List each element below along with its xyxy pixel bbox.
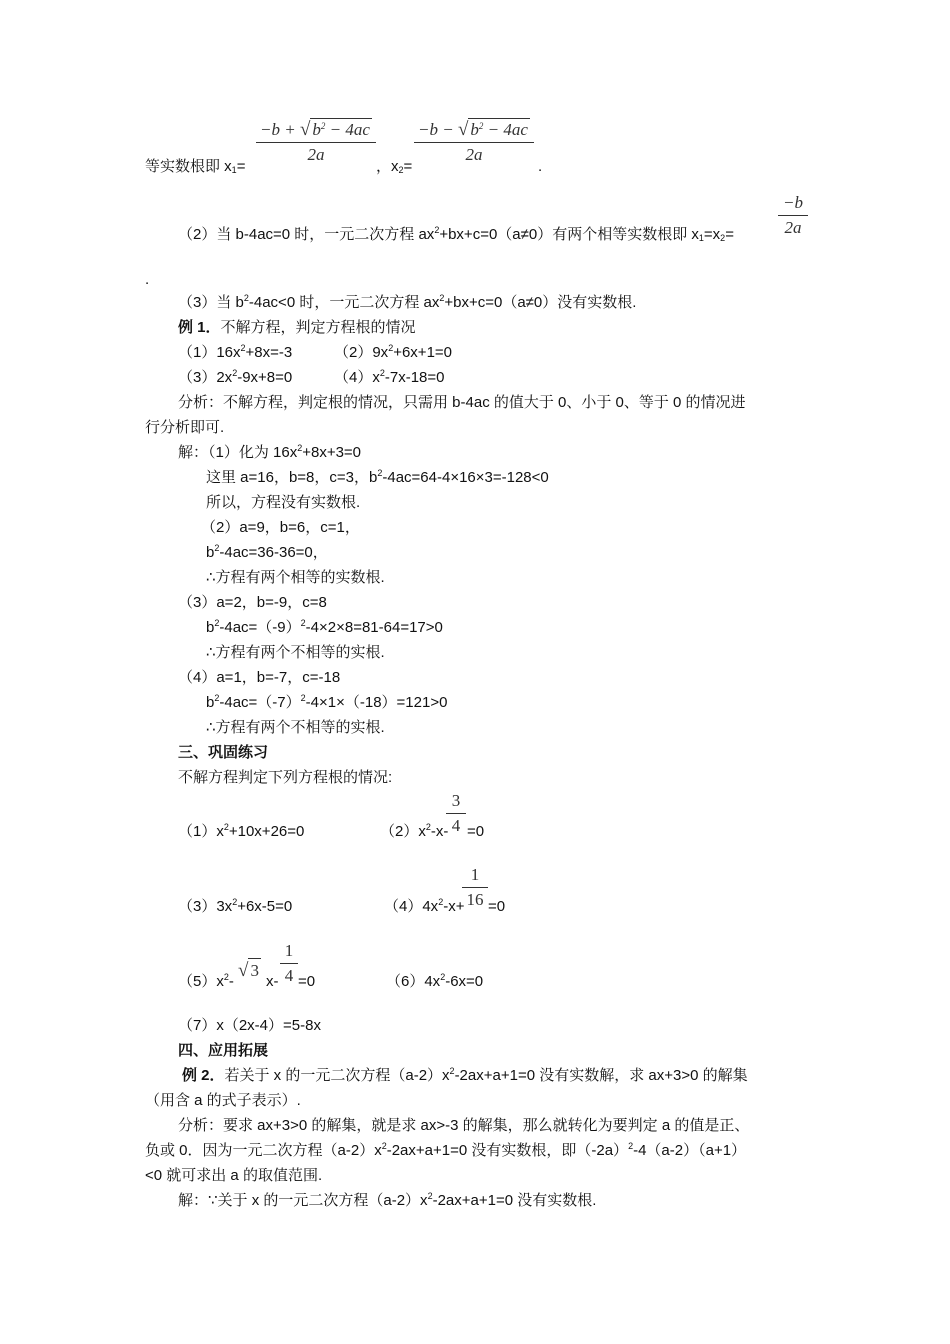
solution-line-4: （2）a=9，b=6，c=1，: [201, 519, 360, 536]
line-real-roots: 等实数根即 $x_1=$: [145, 158, 246, 175]
exercise-5: $(5)x^2-$: [178, 972, 234, 990]
analysis-2-line-3: <0 就可求出 a 的取值范围.: [145, 1167, 323, 1184]
exercise-5-radical: √ 3: [238, 960, 259, 981]
example-1-item-1: $(1)16x^2+8x=-3$: [178, 343, 293, 361]
exercise-4: $(4)4x^2-x+$: [384, 897, 465, 915]
solution-line-10: （4）a=1，b=-7，c=-18: [178, 669, 341, 686]
example-1-item-3: $(3)2x^2-9x+8=0$: [178, 368, 293, 386]
section-3-title: 三、巩固练习: [178, 744, 269, 761]
double-root-fraction: [778, 192, 808, 239]
fraction-bar: [778, 215, 808, 216]
line-real-roots-x2: ，$x_2=$: [376, 158, 413, 175]
example-1-item-2: $(2)9x^2+6x+1=0$: [334, 343, 453, 361]
exercise-2: $(2)x^2-x-$: [380, 822, 449, 840]
fraction-bar: [462, 887, 488, 888]
solution-line-11: $b^2-4ac=(-7)^2-4\times 1\times(-18)=121>0$: [206, 693, 448, 711]
fraction-bar: [256, 142, 376, 143]
analysis-1-line-1: 分析：不解方程，判定根的情况，只需用 b-4ac 的值大于 0、小于 0、等于 0 的情况进: [178, 394, 746, 411]
solution-line-1: 解：（1）化为 $16x^2+8x+3=0$: [178, 443, 362, 461]
fraction-numerator: 3: [451, 791, 461, 810]
fraction-denominator: 2a: [465, 145, 483, 164]
analysis-2-line-2: 负或 0．因为一元二次方程$(a-2)x^2-2ax+a+1=0$ 没有实数根，即$(-2a)^2-4(a-2)(a+1)$: [145, 1141, 747, 1159]
solution-line-9: ∴方程有两个不相等的实根.: [206, 644, 385, 661]
example-2-line-1: 例 2．若关于 x 的一元二次方程$(a-2)x^2-2ax+a+1=0$ 没有实数解，求 ax+3>0 的解集: [182, 1066, 748, 1084]
solution-line-7: （3）a=2，b=-9，c=8: [178, 594, 327, 611]
fraction-numerator: −b + √ $b^2 - 4ac$: [260, 119, 370, 140]
fraction-denominator: 4: [284, 966, 294, 985]
line-end-period: .: [538, 158, 543, 175]
exercise-2-rhs: =0: [467, 823, 485, 840]
fraction-denominator: 4: [451, 816, 461, 835]
solution-line-2: 这里 a=16，b=8，c=3，$b^2-4ac=64-4\times 16\times 3=-128<0$: [206, 468, 549, 486]
exercise-6: $(6)4x^2-6x=0$: [386, 972, 484, 990]
exercise-5-fraction: [280, 940, 298, 987]
analysis-2-line-1: 分析：要求 ax+3>0 的解集，就是求 ax>-3 的解集，那么就转化为要判定 a 的值是正、: [178, 1117, 750, 1134]
exercise-5-rhs: =0: [298, 973, 316, 990]
root-formula-x2: [414, 118, 534, 166]
section-4-title: 四、应用拓展: [178, 1042, 269, 1059]
exercise-1: $(1)x^2+10x+26=0$: [178, 822, 305, 840]
fraction-bar: [280, 963, 298, 964]
fraction-numerator: −b: [783, 193, 803, 212]
stray-period: .: [145, 271, 150, 288]
section-3-intro: 不解方程判定下列方程根的情况:: [178, 769, 393, 786]
exercise-5-x: x-: [266, 973, 279, 990]
exercise-3: $(3)3x^2+6x-5=0$: [178, 897, 293, 915]
solution-line-12: ∴方程有两个不相等的实根.: [206, 719, 385, 736]
analysis-1-line-2: 行分析即可.: [145, 419, 225, 436]
root-formula-x1: [256, 118, 376, 166]
fraction-denominator: 2a: [307, 145, 325, 164]
solution-line-3: 所以，方程没有实数根.: [206, 494, 361, 511]
example-1-heading: 例 1．不解方程，判定方程根的情况: [178, 319, 416, 336]
example-2-line-2: （用含 a 的式子表示）.: [145, 1092, 301, 1109]
fraction-numerator: 1: [470, 865, 480, 884]
fraction-numerator: 1: [284, 941, 294, 960]
solution-line-8: $b^2-4ac=(-9)^2-4\times 2\times 8=81-64=17>0$: [206, 618, 443, 636]
solution-2-line-1: 解：∵关于 x 的一元二次方程$(a-2)x^2-2ax+a+1=0$ 没有实数根.: [178, 1191, 597, 1209]
exercise-4-fraction: [462, 864, 488, 911]
fraction-denominator: 2a: [784, 218, 802, 237]
solution-line-6: ∴方程有两个相等的实数根.: [206, 569, 385, 586]
exercise-7: （7）x（2x-4）=5-8x: [178, 1017, 321, 1034]
exercise-2-fraction: [446, 790, 466, 837]
fraction-bar: [446, 813, 466, 814]
fraction-numerator: −b − √ $b^2 - 4ac$: [418, 119, 528, 140]
fraction-denominator: 16: [466, 890, 484, 909]
case-2-line: （2）当 b-4ac=0 时，一元二次方程 $ax^2+bx+c=0(a\ne 0)$有两个相等实数根即 $x_1=x_2=$: [178, 225, 734, 243]
exercise-4-rhs: =0: [488, 898, 506, 915]
fraction-bar: [414, 142, 534, 143]
example-1-item-4: $(4)x^2-7x-18=0$: [334, 368, 445, 386]
case-3-line: （3）当 $b^2-4ac<0$ 时，一元二次方程 $ax^2+bx+c=0(a\ne 0)$没有实数根.: [178, 293, 637, 311]
solution-line-5: $b^2-4ac=36-36=0$，: [206, 543, 328, 561]
